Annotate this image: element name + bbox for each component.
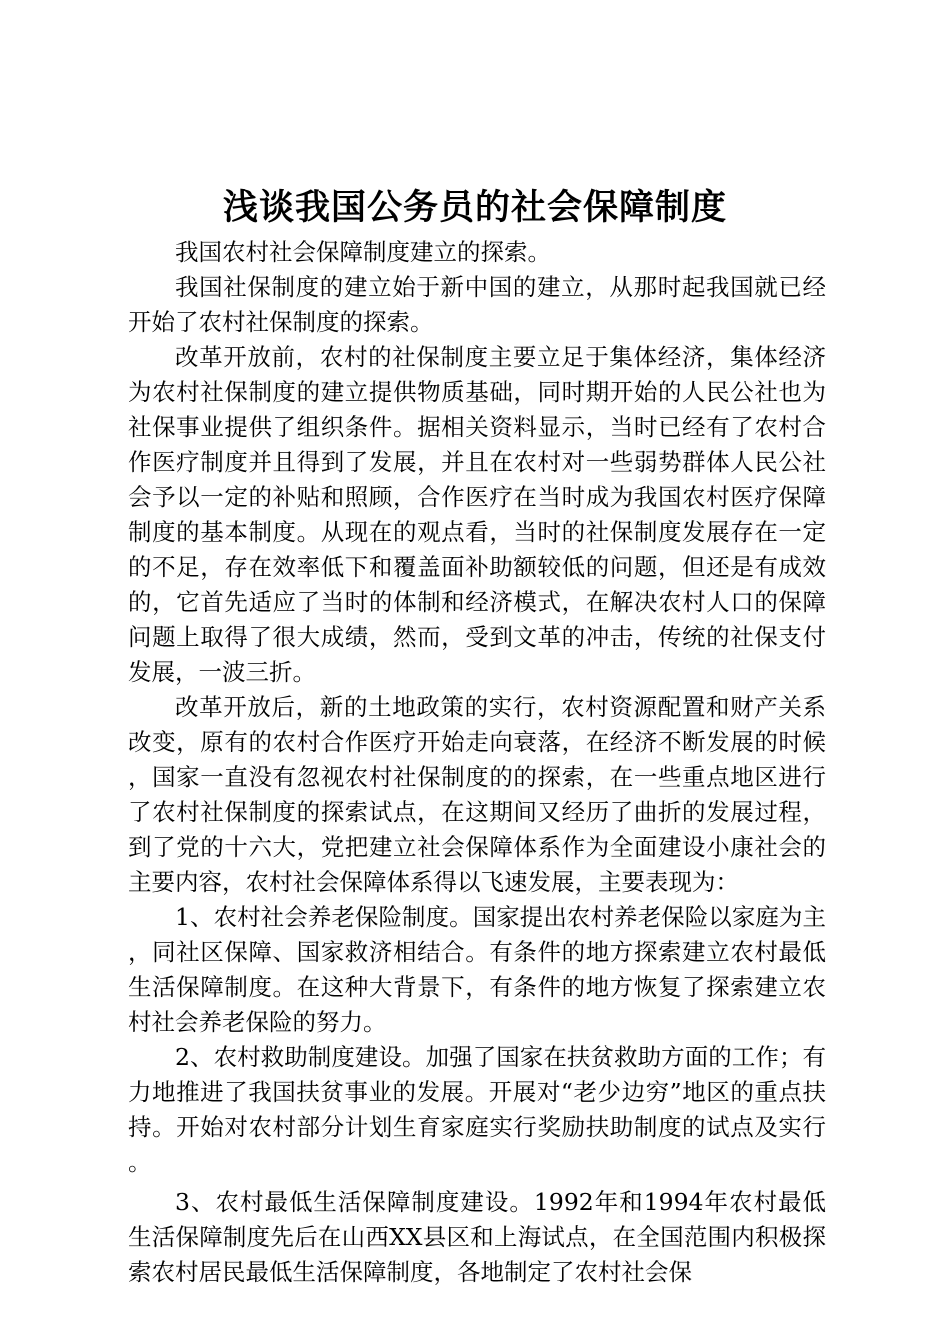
paragraph-item-2-relief: 2、农村救助制度建设。加强了国家在扶贫救助方面的工作；有力地推进了我国扶贫事业的发展。开展对“老少边穷”地区的重点扶持。开始对农村部分计划生育家庭实行奖励扶助制度的试点及实行。 [128,1043,826,1176]
paragraph-item-1-pension: 1、农村社会养老保险制度。国家提出农村养老保险以家庭为主，同社区保障、国家救济相结合。有条件的地方探索建立农村最低生活保障制度。在这种大背景下，有条件的地方恢复了探索建立农村社会养老保险的努力。 [128,903,826,1036]
paragraph-after-reform: 改革开放后，新的土地政策的实行，农村资源配置和财产关系改变，原有的农村合作医疗开始走向衰落，在经济不断发展的时候，国家一直没有忽视农村社保制度的的探索，在一些重点地区进行了农村社保制度的探索试点，在这期间又经历了曲折的发展过程，到了党的十六大，党把建立社会保障体系作为全面建设小康社会的主要内容，农村社会保障体系得以飞速发展，主要表现为： [128,693,826,896]
document-body [128,235,826,1290]
paragraph-origin: 我国社保制度的建立始于新中国的建立，从那时起我国就已经开始了农村社保制度的探索。 [128,273,826,336]
paragraph-intro: 我国农村社会保障制度建立的探索。 [175,238,551,266]
paragraph-item-3-minimum-living: 3、农村最低生活保障制度建设。1992年和1994年农村最低生活保障制度先后在山西XX县区和上海试点，在全国范围内积极探索农村居民最低生活保障制度，各地制定了农村社会保 [128,1188,826,1286]
paragraph-before-reform: 改革开放前，农村的社保制度主要立足于集体经济，集体经济为农村社保制度的建立提供物质基础，同时期开始的人民公社也为社保事业提供了组织条件。据相关资料显示，当时已经有了农村合作医疗制度并且得到了发展，并且在农村对一些弱势群体人民公社会予以一定的补贴和照顾，合作医疗在当时成为我国农村医疗保障制度的基本制度。从现在的观点看，当时的社保制度发展存在一定的不足，存在效率低下和覆盖面补助额较低的问题，但还是有成效的，它首先适应了当时的体制和经济模式，在解决农村人口的保障问题上取得了很大成绩，然而，受到文革的冲击，传统的社保支付发展，一波三折。 [128,343,826,686]
document-title: 浅谈我国公务员的社会保障制度 [222,188,727,228]
